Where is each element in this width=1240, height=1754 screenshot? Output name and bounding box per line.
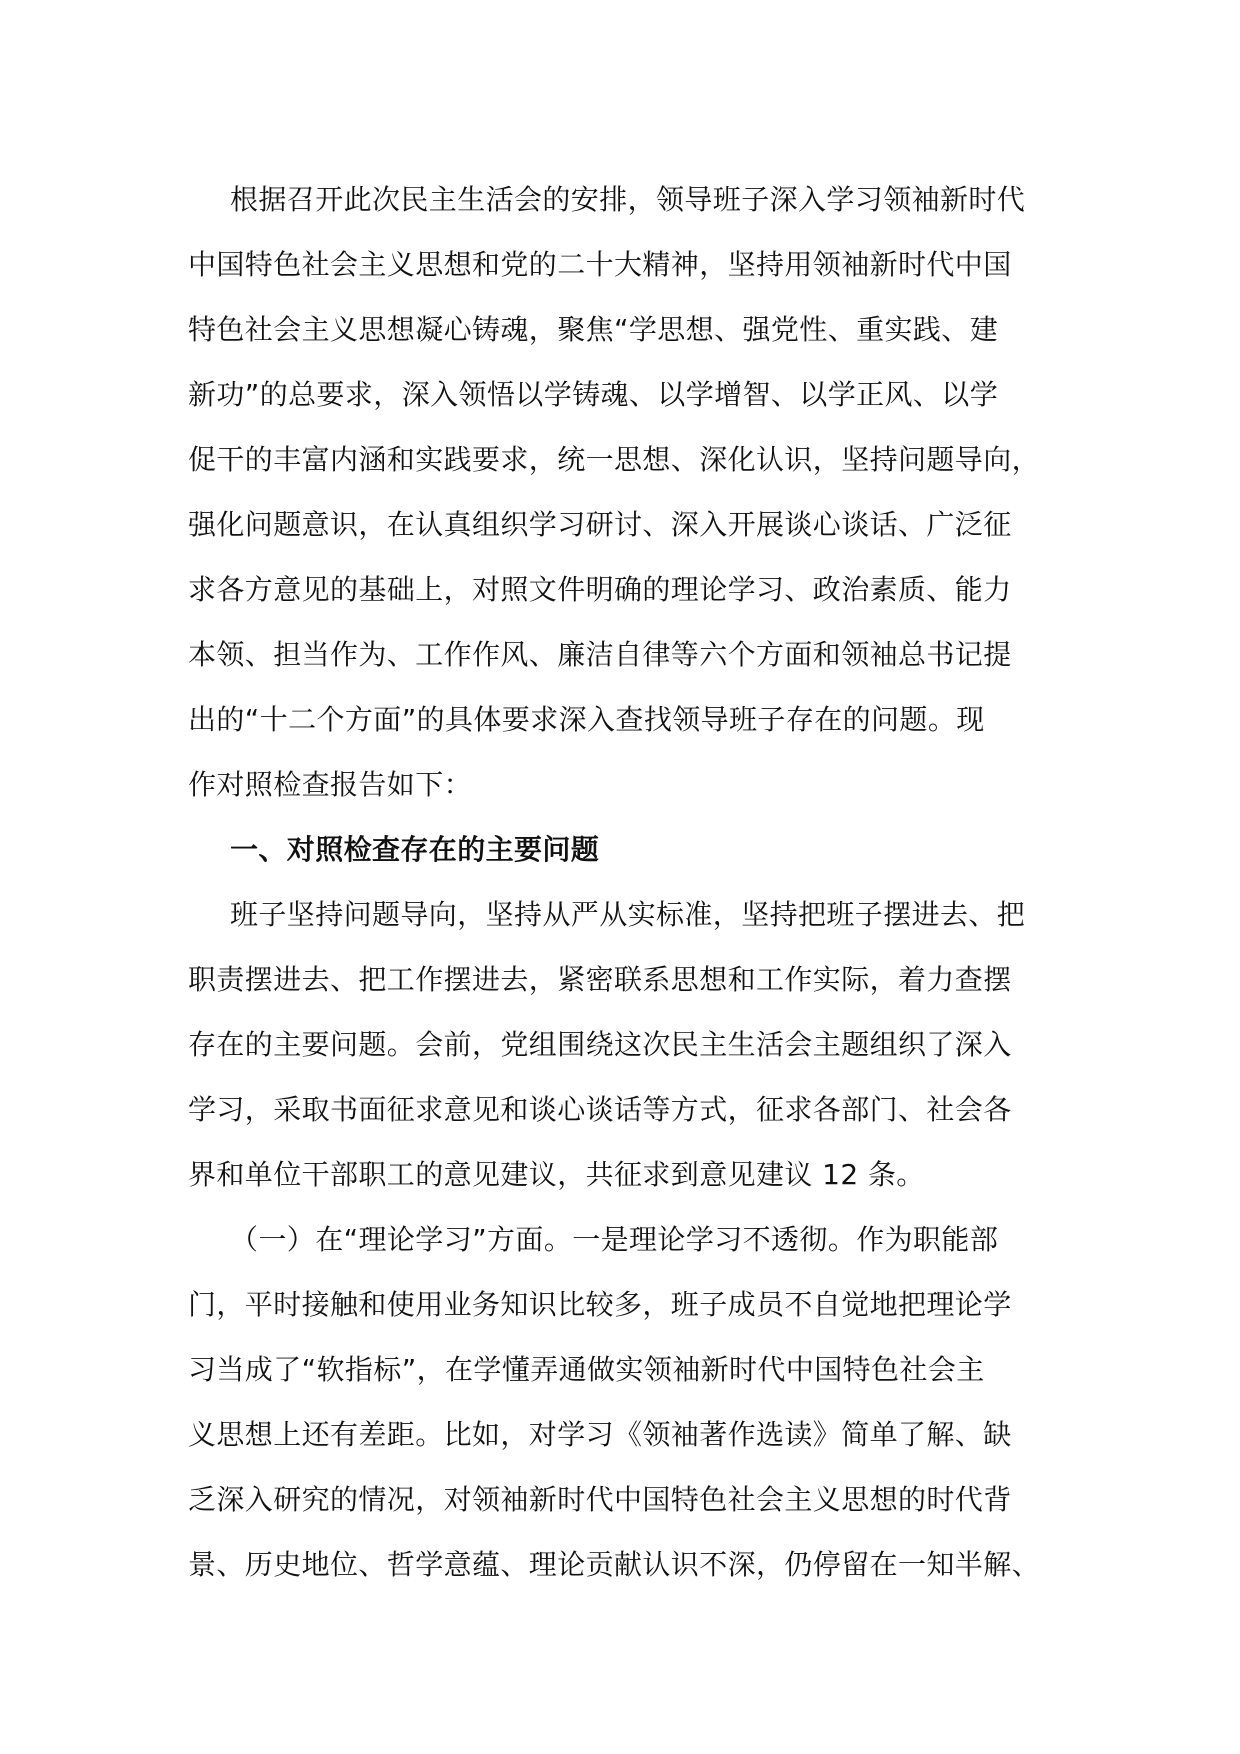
text-line: （一）在“理论学习”方面。一是理论学习不透彻。作为职能部: [230, 1223, 999, 1256]
text-line: 门，平时接触和使用业务知识比较多，班子成员不自觉地把理论学: [188, 1288, 1012, 1321]
text-line: 景、历史地位、哲学意蕴、理论贡献认识不深，仍停留在一知半解、: [188, 1548, 1041, 1581]
text-line: 促干的丰富内涵和实践要求，统一思想、深化认识，坚持问题导向，: [188, 443, 1041, 476]
text-line: 界和单位干部职工的意见建议，共征求到意见建议 12 条。: [188, 1158, 925, 1191]
intro-paragraph: [188, 167, 1088, 817]
text-line: 职责摆进去、把工作摆进去，紧密联系思想和工作实际，着力查摆: [188, 963, 1012, 996]
text-line: 求各方意见的基础上，对照文件明确的理论学习、政治素质、能力: [188, 573, 1012, 606]
text-line: 学习，采取书面征求意见和谈心谈话等方式，征求各部门、社会各: [188, 1093, 1012, 1126]
text-line: 班子坚持问题导向，坚持从严从实标准，坚持把班子摆进去、把: [230, 898, 1026, 931]
section-heading: [188, 817, 1088, 882]
text-line: 本领、担当作为、工作作风、廉洁自律等六个方面和领袖总书记提: [188, 638, 1012, 671]
text-line: 根据召开此次民主生活会的安排，领导班子深入学习领袖新时代: [230, 183, 1026, 216]
text-line: 习当成了“软指标”，在学懂弄通做实领袖新时代中国特色社会主: [188, 1353, 985, 1386]
text-line: 新功”的总要求，深入领悟以学铸魂、以学增智、以学正风、以学: [188, 378, 999, 411]
text-line: 存在的主要问题。会前，党组围绕这次民主生活会主题组织了深入: [188, 1028, 1012, 1061]
text-line: 强化问题意识，在认真组织学习研讨、深入开展谈心谈话、广泛征: [188, 508, 1012, 541]
text-line: 作对照检查报告如下：: [188, 768, 473, 801]
subsection-paragraph: [188, 1207, 1088, 1597]
text-line: 中国特色社会主义思想和党的二十大精神，坚持用领袖新时代中国: [188, 248, 1012, 281]
text-line: 出的“十二个方面”的具体要求深入查找领导班子存在的问题。现: [188, 703, 985, 736]
text-line: 义思想上还有差距。比如，对学习《领袖著作选读》简单了解、缺: [188, 1418, 1012, 1451]
text-line: 特色社会主义思想凝心铸魂，聚焦“学思想、强党性、重实践、建: [188, 313, 999, 346]
section-paragraph: [188, 882, 1088, 1207]
document-body: [188, 167, 1088, 1597]
heading-line: 一、对照检查存在的主要问题: [230, 833, 600, 866]
text-line: 乏深入研究的情况，对领袖新时代中国特色社会主义思想的时代背: [188, 1483, 1012, 1516]
